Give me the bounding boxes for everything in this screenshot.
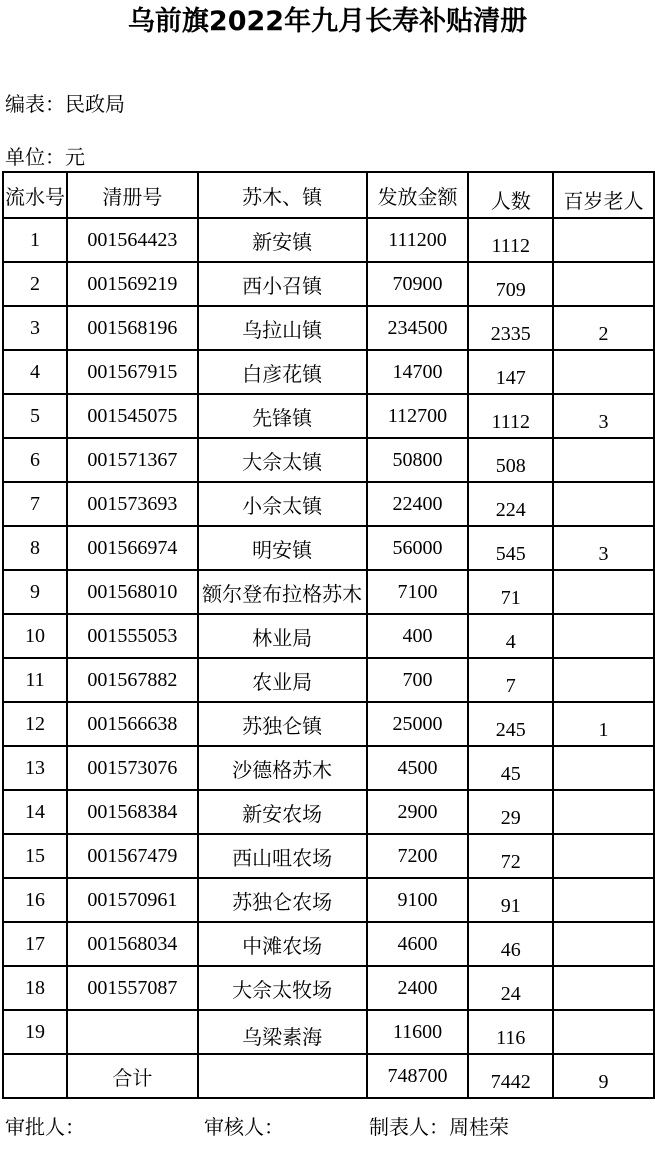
cell-serial: 11: [3, 658, 67, 702]
cell-people-count: 45: [468, 746, 553, 790]
cell-centenarians: 1: [553, 702, 654, 746]
cell-amount: 7100: [367, 570, 469, 614]
cell-centenarians: [553, 878, 654, 922]
cell-serial: 3: [3, 306, 67, 350]
table-row: [3, 614, 654, 658]
cell-serial: [3, 1054, 67, 1098]
cell-centenarians: [553, 482, 654, 526]
cell-people-count: 29: [468, 790, 553, 834]
cell-township: 新安镇: [198, 218, 367, 262]
cell-centenarians: [553, 922, 654, 966]
cell-amount: 9100: [367, 878, 469, 922]
cell-township: 大佘太镇: [198, 438, 367, 482]
cell-centenarians: 3: [553, 394, 654, 438]
cell-serial: 9: [3, 570, 67, 614]
cell-people-count: 116: [468, 1010, 553, 1054]
cell-centenarians: [553, 658, 654, 702]
table-row: [3, 658, 654, 702]
table-row: [3, 922, 654, 966]
cell-serial: 18: [3, 966, 67, 1010]
cell-people-count: 24: [468, 966, 553, 1010]
cell-centenarians: [553, 570, 654, 614]
cell-serial: 16: [3, 878, 67, 922]
cell-serial: 8: [3, 526, 67, 570]
cell-serial: 17: [3, 922, 67, 966]
table-body: [3, 218, 654, 1098]
cell-township: 白彦花镇: [198, 350, 367, 394]
cell-township: 西小召镇: [198, 262, 367, 306]
cell-register-no: 001568010: [67, 570, 198, 614]
cell-township: 西山咀农场: [198, 834, 367, 878]
cell-register-no: 001555053: [67, 614, 198, 658]
table-row: [3, 746, 654, 790]
cell-serial: 14: [3, 790, 67, 834]
cell-amount: 400: [367, 614, 469, 658]
cell-people-count: 7442: [468, 1054, 553, 1098]
cell-people-count: 7: [468, 658, 553, 702]
column-header-centenarians: 百岁老人: [553, 172, 654, 218]
cell-centenarians: [553, 262, 654, 306]
cell-centenarians: 3: [553, 526, 654, 570]
cell-centenarians: [553, 438, 654, 482]
cell-amount: 2400: [367, 966, 469, 1010]
cell-township: 先锋镇: [198, 394, 367, 438]
cell-amount: 25000: [367, 702, 469, 746]
cell-people-count: 147: [468, 350, 553, 394]
cell-serial: 12: [3, 702, 67, 746]
cell-register-no: 001570961: [67, 878, 198, 922]
cell-centenarians: [553, 218, 654, 262]
table-row: [3, 526, 654, 570]
cell-centenarians: 2: [553, 306, 654, 350]
total-row: [3, 1054, 654, 1098]
cell-register-no: 001569219: [67, 262, 198, 306]
column-header-register-no: 清册号: [67, 172, 198, 218]
column-header-amount: 发放金额: [367, 172, 469, 218]
cell-register-no: 001568034: [67, 922, 198, 966]
cell-centenarians: [553, 350, 654, 394]
cell-register-no: 001566974: [67, 526, 198, 570]
table-row: [3, 482, 654, 526]
table-row: [3, 218, 654, 262]
cell-register-no: 001564423: [67, 218, 198, 262]
table-row: [3, 394, 654, 438]
reviewer-label: 审核人：: [204, 1117, 284, 1139]
document-title: 乌前旗2022年九月长寿补贴清册: [127, 6, 528, 37]
table-row: [3, 790, 654, 834]
table-row: [3, 438, 654, 482]
cell-register-no: 001567479: [67, 834, 198, 878]
cell-people-count: 1112: [468, 394, 553, 438]
cell-township: 农业局: [198, 658, 367, 702]
cell-register-no: 001557087: [67, 966, 198, 1010]
cell-amount: 4600: [367, 922, 469, 966]
cell-township: 乌拉山镇: [198, 306, 367, 350]
cell-people-count: 46: [468, 922, 553, 966]
cell-people-count: 224: [468, 482, 553, 526]
table-row: [3, 834, 654, 878]
cell-amount: 22400: [367, 482, 469, 526]
cell-township: 苏独仑镇: [198, 702, 367, 746]
cell-register-no: 001573693: [67, 482, 198, 526]
cell-township: 乌梁素海: [198, 1010, 367, 1054]
cell-register-no: 001567915: [67, 350, 198, 394]
cell-township: 中滩农场: [198, 922, 367, 966]
cell-register-no: 001568196: [67, 306, 198, 350]
cell-register-no: [67, 1010, 198, 1054]
cell-register-no: 001566638: [67, 702, 198, 746]
table-row: [3, 570, 654, 614]
cell-serial: 15: [3, 834, 67, 878]
column-header-serial: 流水号: [3, 172, 67, 218]
cell-township: [198, 1054, 367, 1098]
cell-people-count: 245: [468, 702, 553, 746]
table-row: [3, 306, 654, 350]
cell-people-count: 4: [468, 614, 553, 658]
cell-amount: 4500: [367, 746, 469, 790]
cell-serial: 2: [3, 262, 67, 306]
cell-serial: 7: [3, 482, 67, 526]
cell-centenarians: [553, 790, 654, 834]
cell-register-no: 001567882: [67, 658, 198, 702]
cell-township: 小佘太镇: [198, 482, 367, 526]
cell-serial: 5: [3, 394, 67, 438]
table-row: [3, 262, 654, 306]
subsidy-register-table: [2, 171, 655, 1099]
cell-people-count: 1112: [468, 218, 553, 262]
cell-amount: 7200: [367, 834, 469, 878]
cell-township: 额尔登布拉格苏木: [198, 570, 367, 614]
cell-people-count: 91: [468, 878, 553, 922]
cell-serial: 6: [3, 438, 67, 482]
cell-register-no: 001545075: [67, 394, 198, 438]
cell-serial: 13: [3, 746, 67, 790]
cell-people-count: 71: [468, 570, 553, 614]
cell-township: 大佘太牧场: [198, 966, 367, 1010]
cell-people-count: 72: [468, 834, 553, 878]
cell-township: 沙德格苏木: [198, 746, 367, 790]
cell-amount: 50800: [367, 438, 469, 482]
table-row: [3, 702, 654, 746]
cell-serial: 10: [3, 614, 67, 658]
cell-amount: 14700: [367, 350, 469, 394]
cell-serial: 4: [3, 350, 67, 394]
approver-label: 审批人：: [5, 1117, 85, 1139]
table-row: [3, 878, 654, 922]
header-row: [3, 172, 654, 218]
cell-centenarians: [553, 834, 654, 878]
cell-people-count: 545: [468, 526, 553, 570]
cell-amount: 700: [367, 658, 469, 702]
cell-amount: 748700: [367, 1054, 469, 1098]
cell-centenarians: [553, 614, 654, 658]
cell-serial: 19: [3, 1010, 67, 1054]
cell-register-no: 001571367: [67, 438, 198, 482]
cell-centenarians: [553, 746, 654, 790]
cell-register-no: 001573076: [67, 746, 198, 790]
cell-township: 苏独仑农场: [198, 878, 367, 922]
cell-centenarians: [553, 1010, 654, 1054]
preparer-label: 制表人：周桂荣: [369, 1117, 509, 1139]
cell-amount: 56000: [367, 526, 469, 570]
cell-people-count: 709: [468, 262, 553, 306]
cell-amount: 234500: [367, 306, 469, 350]
table-row: [3, 1010, 654, 1054]
cell-people-count: 2335: [468, 306, 553, 350]
table-header: [3, 172, 654, 218]
column-header-people-count: 人数: [468, 172, 553, 218]
cell-amount: 11600: [367, 1010, 469, 1054]
prepared-by-line: 编表：民政局: [5, 94, 125, 116]
cell-serial: 1: [3, 218, 67, 262]
cell-amount: 112700: [367, 394, 469, 438]
cell-township: 明安镇: [198, 526, 367, 570]
table-row: [3, 966, 654, 1010]
cell-register-no: 001568384: [67, 790, 198, 834]
unit-line: 单位：元: [5, 147, 85, 169]
cell-township: 新安农场: [198, 790, 367, 834]
cell-centenarians: 9: [553, 1054, 654, 1098]
cell-township: 林业局: [198, 614, 367, 658]
cell-amount: 70900: [367, 262, 469, 306]
table-row: [3, 350, 654, 394]
cell-people-count: 508: [468, 438, 553, 482]
cell-amount: 111200: [367, 218, 469, 262]
cell-register-no: 合计: [67, 1054, 198, 1098]
cell-centenarians: [553, 966, 654, 1010]
column-header-township: 苏木、镇: [198, 172, 367, 218]
cell-amount: 2900: [367, 790, 469, 834]
